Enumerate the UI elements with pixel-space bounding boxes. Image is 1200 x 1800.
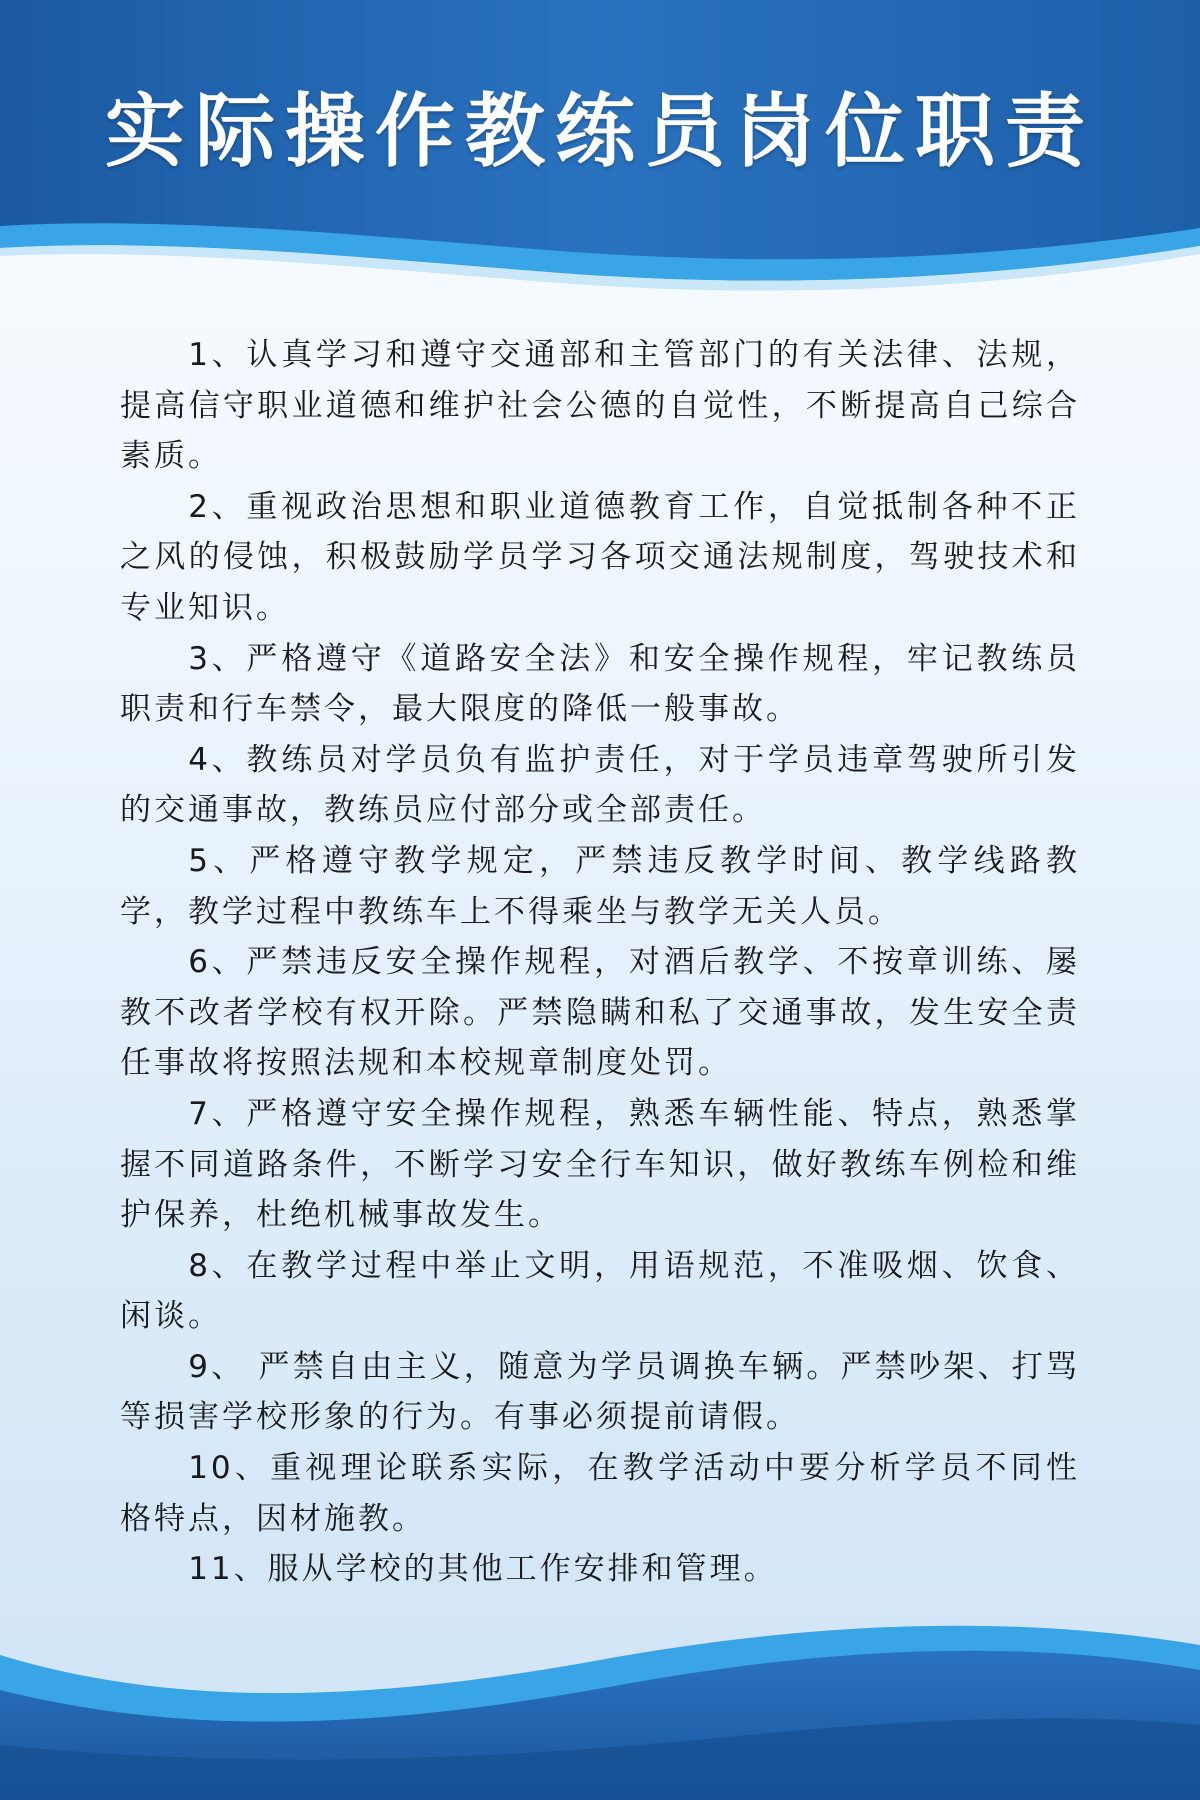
page-title: 实际操作教练员岗位职责 xyxy=(105,85,1095,178)
duty-item: 1、认真学习和遵守交通部和主管部门的有关法律、法规，提高信守职业道德和维护社会公德的自觉性，不断提高自己综合素质。 xyxy=(120,337,1080,475)
duty-item: 5、严格遵守教学规定，严禁违反教学时间、教学线路教学，教学过程中教练车上不得乘坐与教学无关人员。 xyxy=(120,842,1080,930)
duty-item: 2、重视政治思想和职业道德教育工作，自觉抵制各种不正之风的侵蚀，积极鼓励学员学习各项交通法规制度，驾驶技术和专业知识。 xyxy=(120,488,1080,626)
duty-item: 11、服从学校的其他工作安排和管理。 xyxy=(188,1551,778,1588)
duties-list xyxy=(120,330,1080,1595)
duty-item: 8、在教学过程中举止文明，用语规范，不准吸烟、饮食、闲谈。 xyxy=(120,1247,1080,1335)
duty-item: 7、严格遵守安全操作规程，熟悉车辆性能、特点，熟悉掌握不同道路条件，不断学习安全行车知识，做好教练车例检和维护保养，杜绝机械事故发生。 xyxy=(120,1095,1080,1234)
duty-item: 6、严禁违反安全操作规程，对酒后教学、不按章训练、屡教不改者学校有权开除。严禁隐瞒和私了交通事故，发生安全责任事故将按照法规和本校规章制度处罚。 xyxy=(120,944,1080,1082)
duty-item: 3、严格遵守《道路安全法》和安全操作规程，牢记教练员职责和行车禁令，最大限度的降低一般事故。 xyxy=(120,640,1080,728)
duty-item: 4、教练员对学员负有监护责任，对于学员违章驾驶所引发的交通事故，教练员应付部分或全部责任。 xyxy=(120,741,1080,829)
duty-item: 10、重视理论联系实际，在教学活动中要分析学员不同性格特点，因材施教。 xyxy=(120,1450,1080,1537)
duty-item: 9、 严禁自由主义，随意为学员调换车辆。严禁吵架、打骂等损害学校形象的行为。有事必须提前请假。 xyxy=(120,1348,1080,1436)
